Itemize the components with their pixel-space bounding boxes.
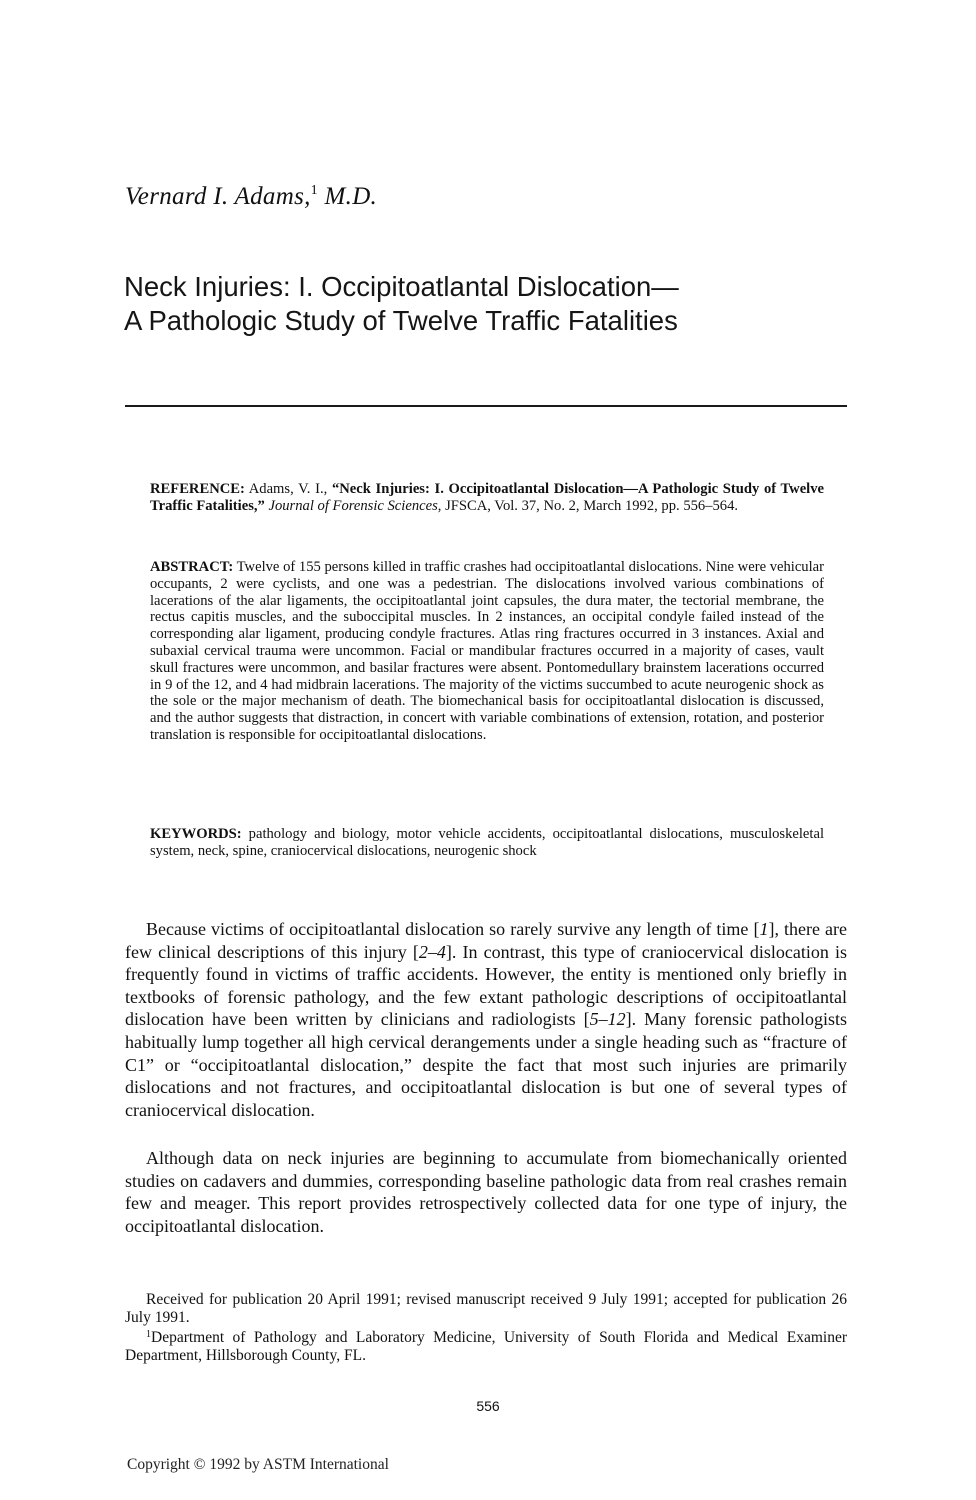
body-text: ]. In contrast, this type of craniocervical dislocation is frequently found in victims of traffic accidents. However, the entity is mentioned only briefly in textbooks of forensic pathology, and the few extant pathologic descriptions of occipitoatlantal dislocation have been written by clinicians and radiologists [ <box>125 941 847 1030</box>
footnotes <box>125 1291 847 1364</box>
body-text: ]. Many forensic pathologists habitually lump together all high cervical derangements under a single heading such as “fracture of C1” or “occipitoatlantal dislocation,” despite the fact that most such injuries are primarily dislocations and not fractures, and occipitoatlantal dislocation is but one of several types of craniocervical dislocation. <box>125 1009 848 1120</box>
title-divider <box>125 405 847 407</box>
reference-label: REFERENCE: <box>150 481 245 497</box>
article-title <box>124 270 864 338</box>
citation-ref: 5–12 <box>589 1009 626 1030</box>
citation-ref: 2–4 <box>418 941 446 962</box>
abstract-text: Twelve of 155 persons killed in traffic crashes had occipitoatlantal dislocations. Nine were vehicular occupants, 2 were cyclists, and one was a pedestrian. The dislocations involved various combinations of lacerations of the alar ligaments, the occipitoatlantal joint capsules, the dura mater, the tectorial membrane, the rectus capitis muscles, and the suboccipital muscles. In 2 instances, an occipital condyle failed instead of the corresponding alar ligament, producing condyle fractures. Atlas ring fractures occurred in 3 instances. Axial and subaxial cervical trauma were uncommon. Facial or mandibular fractures occurred in a majority of cases, vault skull fractures were uncommon, and basilar fractures were absent. Pontomedullary brainstem lacerations occurred in 9 of the 12, and 4 had midbrain lacerations. The majority of the victims succumbed to acute neurogenic shock as the sole or the major mechanism of death. The biomechanical basis for occipitoatlantal dislocation is discussed, and the author suggests that distraction, in concert with variable combinations of extension, rotation, and posterior translation is responsible for occipitoatlantal dislocations. <box>150 559 824 743</box>
body-text: ], there are few clinical descriptions of this injury [ <box>125 919 847 962</box>
title-line-1: Neck Injuries: I. Occipitoatlantal Dislocation— <box>124 271 679 302</box>
page-number: 556 <box>476 1398 500 1414</box>
abstract-block <box>150 559 824 744</box>
author-degree: M.D. <box>324 183 378 210</box>
citation-ref: 1 <box>759 919 769 939</box>
footnote-affiliation <box>125 1326 847 1364</box>
keywords-label: KEYWORDS: <box>150 826 242 842</box>
author-name: Vernard I. Adams, <box>125 183 311 210</box>
keywords-block <box>150 826 824 860</box>
reference-journal: Journal of Forensic Sciences <box>268 497 438 514</box>
author-footnote-marker: 1 <box>310 183 318 198</box>
reference-block <box>150 481 824 515</box>
author-line <box>125 183 377 211</box>
footnote-received: Received for publication 20 April 1991; revised manuscript received 9 July 1991; accepted for publication 26 July 1991. <box>125 1291 847 1326</box>
reference-authors: Adams, V. I., <box>244 481 332 497</box>
affiliation-marker: 1 <box>146 1329 151 1340</box>
copyright-notice: Copyright © 1992 by ASTM International <box>127 1456 389 1473</box>
body-paragraph-2: Although data on neck injuries are beginning to accumulate from biomechanically oriented studies on cadavers and dummies, corresponding baseline pathologic data from real crashes remain few and meager. This report provides retrospectively collected data for one type of injury, the occipitoatlantal dislocation. <box>125 1148 847 1236</box>
affiliation-text: Department of Pathology and Laboratory Medicine, University of South Florida and Medical Examiner Department, Hillsborough County, FL. <box>125 1329 847 1364</box>
body-text: Because victims of occipitoatlantal dislocation so rarely survive any length of time [ <box>146 919 760 939</box>
title-line-2: A Pathologic Study of Twelve Traffic Fatalities <box>124 305 678 336</box>
keywords-text: pathology and biology, motor vehicle accidents, occipitoatlantal dislocations, musculoskeletal system, neck, spine, craniocervical dislocations, neurogenic shock <box>150 826 824 859</box>
abstract-label: ABSTRACT: <box>150 559 234 575</box>
reference-title: “Neck Injuries: I. Occipitoatlantal Dislocation—A Pathologic Study of Twelve Traffic Fatalities,” <box>150 481 825 514</box>
body-paragraph-1 <box>125 918 847 1121</box>
reference-details: , JFSCA, Vol. 37, No. 2, March 1992, pp. 556–564. <box>437 497 739 514</box>
